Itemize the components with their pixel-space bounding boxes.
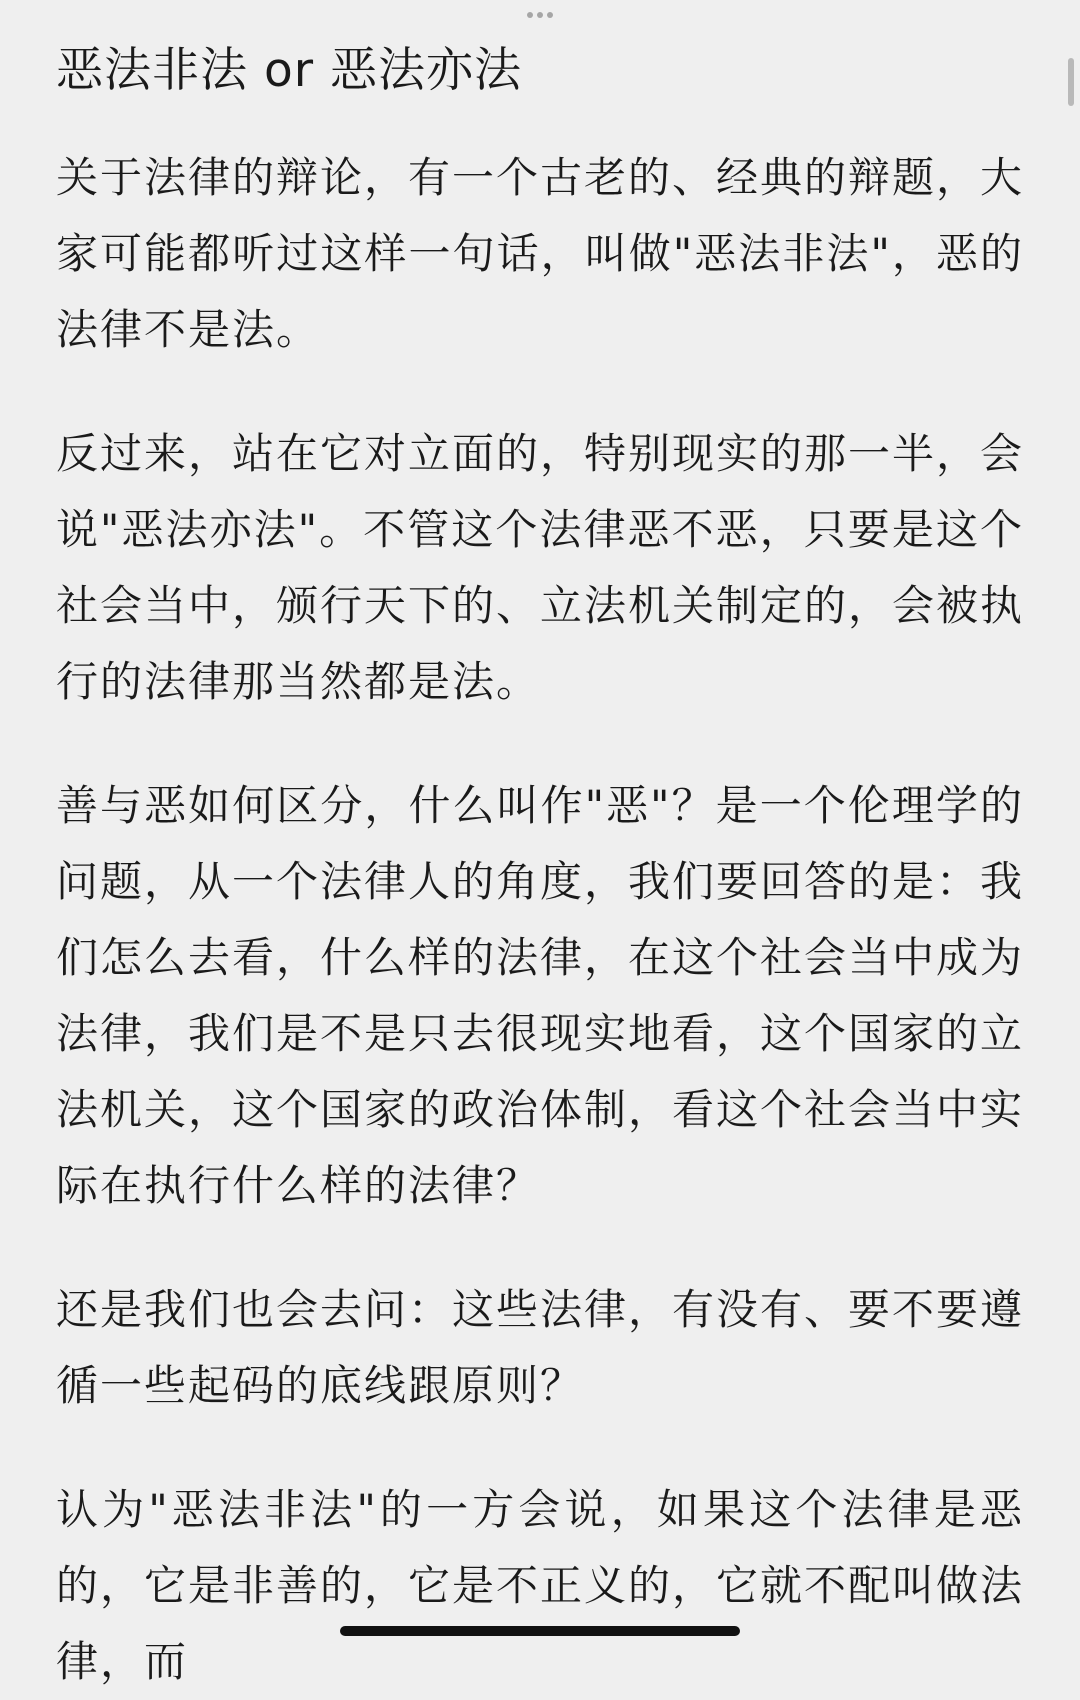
paragraph-4: 还是我们也会去问：这些法律，有没有、要不要遵循一些起码的底线跟原则？ bbox=[56, 1285, 1025, 1410]
dot bbox=[547, 12, 553, 18]
article-title: 恶法非法 or 恶法亦法 bbox=[56, 43, 522, 98]
dot bbox=[537, 12, 543, 18]
paragraph-1: 关于法律的辩论，有一个古老的、经典的辩题，大家可能都听过这样一句话，叫做"恶法非法"，恶的法律不是法。 bbox=[56, 153, 1025, 354]
scrollbar[interactable] bbox=[1068, 58, 1074, 106]
dot bbox=[527, 12, 533, 18]
paragraph-3: 善与恶如何区分，什么叫作"恶"？是一个伦理学的问题，从一个法律人的角度，我们要回答的是：我们怎么去看，什么样的法律，在这个社会当中成为法律，我们是不是只去很现实地看，这个国家的立法机关，这个国家的政治体制，看这个社会当中实际在执行什么样的法律？ bbox=[56, 781, 1025, 1210]
article bbox=[56, 36, 1024, 1700]
more-dots-icon[interactable] bbox=[527, 12, 553, 18]
paragraph-2: 反过来，站在它对立面的，特别现实的那一半，会说"恶法亦法"。不管这个法律恶不恶，只要是这个社会当中，颁行天下的、立法机关制定的，会被执行的法律那当然都是法。 bbox=[56, 429, 1025, 706]
paragraph-5: 认为"恶法非法"的一方会说，如果这个法律是恶的，它是非善的，它是不正义的，它就不配叫做法律，而 bbox=[56, 1485, 1025, 1686]
home-indicator[interactable] bbox=[340, 1626, 740, 1636]
